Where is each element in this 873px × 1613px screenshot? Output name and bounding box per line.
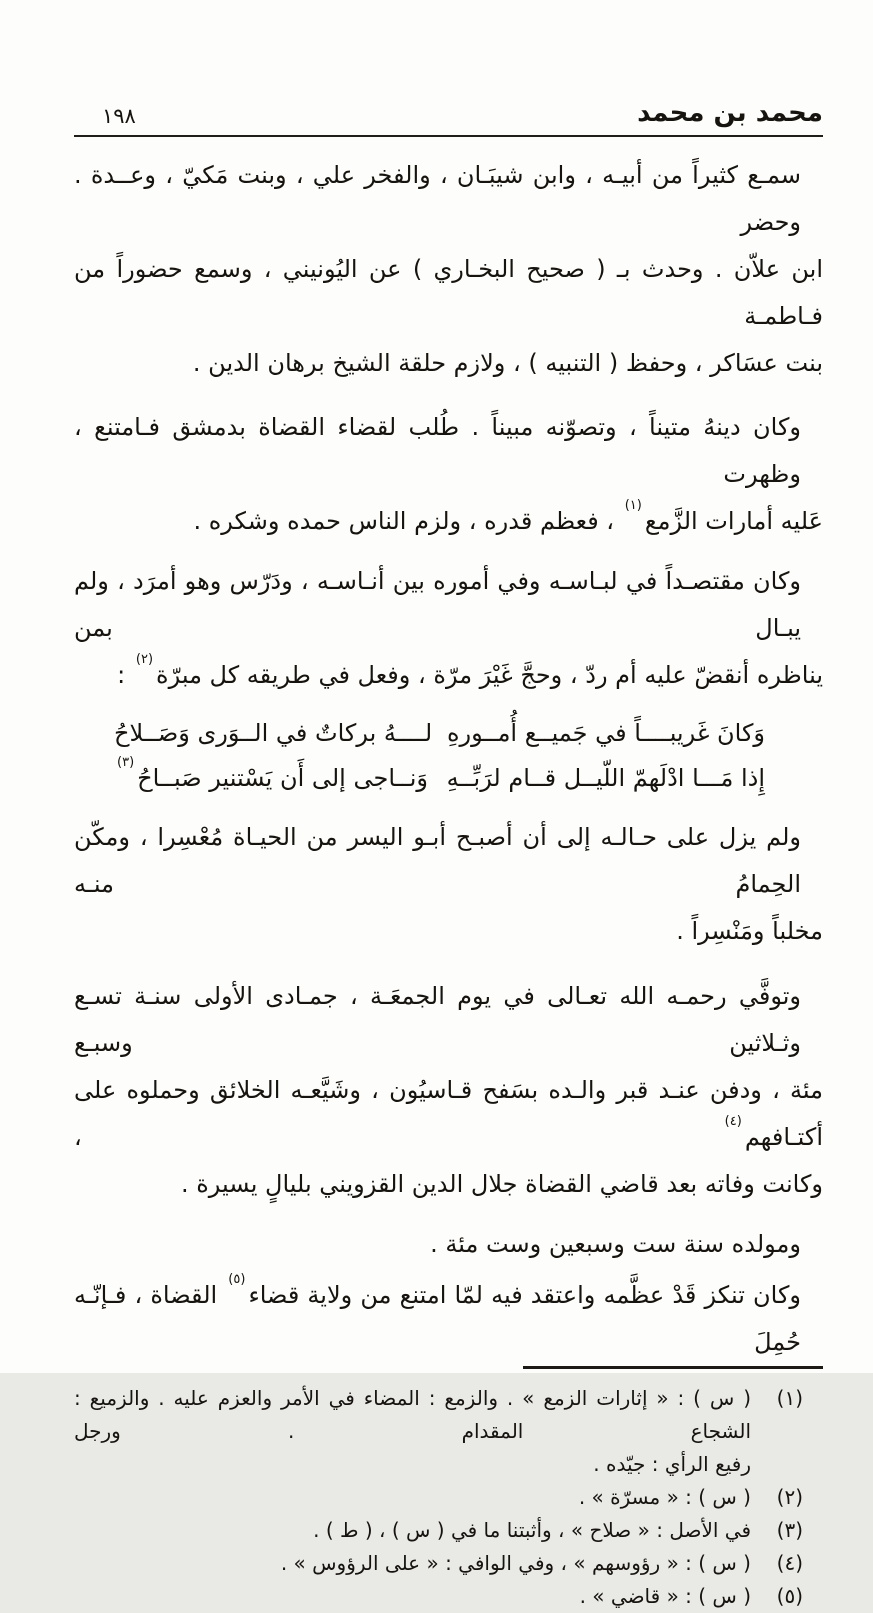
text-segment: القضاة ، فـإنّـه حُمِلَ bbox=[74, 1281, 801, 1356]
footnote-number: (٥) bbox=[776, 1584, 803, 1608]
footnote-line: رفيع الرأي : جيّده . bbox=[593, 1452, 751, 1476]
footnote-text: ( س ) : « رؤوسهم » ، وفي الوافي : « على الرؤوس » . bbox=[280, 1551, 751, 1575]
paragraph bbox=[74, 404, 823, 545]
footnote-marker: (٤) bbox=[724, 1114, 742, 1129]
footnote bbox=[74, 1481, 803, 1514]
text-segment: وكان تنكز قَدْ عظَّمه واعتقد فيه لمّا امتنع من ولاية قضاء bbox=[248, 1281, 801, 1309]
text-segment: ، فعظم قدره ، ولزم الناس حمده وشكره . bbox=[193, 507, 622, 535]
paragraph bbox=[74, 1221, 823, 1268]
hemistich-right: إِذا مَـــا ادْلَهمّ اللّيــل قــام لرَبِّــهِ bbox=[446, 764, 765, 792]
text-line bbox=[74, 498, 823, 545]
running-head-title: محمد بن محمد bbox=[637, 98, 823, 128]
text-line: ولم يزل على حـالـه إلى أن أصبـح أبـو اليسر من الحيـاة مُعْسِرا ، ومكّن الحِمامُ منـه bbox=[74, 823, 801, 898]
text-line bbox=[74, 1067, 823, 1161]
text-segment: : bbox=[117, 661, 133, 689]
footnote-text: ( س ) : « قاضي » . bbox=[579, 1584, 751, 1608]
paragraph bbox=[74, 814, 823, 955]
footnote bbox=[74, 1382, 803, 1481]
text-segment: مئة ، ودفن عنـد قبر والـده بسَفح قـاسيُون ، وشَيَّعـه الخلائق وحملوه على أكتـافهم bbox=[74, 1076, 823, 1151]
hemistich-right: وَكانَ غَريبــــاً في جَميــع أُمــورهِ bbox=[446, 719, 765, 747]
text-line: وتوفَّي رحمـه الله تعـالى في يوم الجمعَـة ، جمـادى الأولى سنـة تسـع وثـلاثين وسبـع bbox=[74, 982, 801, 1057]
page-number: ١٩٨ bbox=[102, 104, 136, 128]
footnote-text: ( س ) : « مسرّة » . bbox=[578, 1485, 751, 1509]
footnote-marker: (٢) bbox=[135, 652, 154, 667]
paragraph bbox=[74, 973, 823, 1208]
footnote-text: في الأصل : « صلاح » ، وأثبتنا ما في ( س ) ، ( ط ) . bbox=[313, 1518, 751, 1542]
poetry-verse bbox=[74, 711, 823, 756]
text-line: مخلباً ومَنْسِراً . bbox=[676, 917, 823, 945]
text-segment: يناظره أنقضّ عليه أم ردّ ، وحجَّ غَيْرَ مرّة ، وفعل في طريقه كل مبرّة bbox=[156, 661, 823, 689]
text-segment: ، bbox=[74, 1123, 722, 1151]
text-line: بنت عسَاكر ، وحفظ ( التنبيه ) ، ولازم حلقة الشيخ برهان الدين . bbox=[192, 349, 823, 377]
body-text bbox=[74, 152, 823, 1366]
poetry-block bbox=[74, 711, 823, 801]
footnote bbox=[74, 1547, 803, 1580]
text-line: سمـع كثيراً من أبيـه ، وابن شيبَـان ، والفخر علي ، وبنت مَكيّ ، وعــدة . وحضر bbox=[74, 161, 801, 236]
text-line: وكان دينهُ متيناً ، وتصوّنه مبيناً . طُلب لقضاء القضاة بدمشق فـامتنع ، وظهرت bbox=[74, 413, 801, 488]
text-line: وكانت وفاته بعد قاضي القضاة جلال الدين القزويني بليالٍ يسيرة . bbox=[180, 1170, 823, 1198]
text-line: وكان مقتصـداً في لبـاسـه وفي أموره بين أنـاسـه ، ودَرّس وهو أمرَد ، ولم يبـال بمن bbox=[74, 567, 801, 642]
poetry-verse bbox=[74, 756, 823, 801]
text-line: ابن علاّن . وحدث بـ ( صحيح البخـاري ) عن اليُونيني ، وسمع حضوراً من فـاطمـة bbox=[74, 255, 823, 330]
header-rule bbox=[74, 135, 823, 137]
hemistich-left bbox=[114, 756, 428, 801]
footnote-text bbox=[74, 1382, 751, 1481]
text-line bbox=[74, 1272, 823, 1366]
text-segment: وَنــاجى إلى أَن يَسْتنير صَبــاحُ bbox=[137, 764, 428, 792]
footnote-number: (٤) bbox=[776, 1551, 803, 1575]
text-line: ومولده سنة ست وسبعين وست مئة . bbox=[430, 1230, 801, 1258]
footnote-number: (٢) bbox=[776, 1485, 803, 1509]
footnote bbox=[74, 1580, 803, 1613]
text-segment: عَليه أمارات الزَّمع bbox=[644, 507, 823, 535]
paragraph bbox=[74, 152, 823, 387]
footnote-marker: (٣) bbox=[117, 755, 135, 770]
footnote-separator bbox=[523, 1366, 823, 1369]
text-line bbox=[74, 652, 823, 699]
footnotes-section bbox=[74, 1382, 823, 1613]
footnote-marker: (١) bbox=[624, 498, 642, 513]
paragraph bbox=[74, 558, 823, 699]
page-header bbox=[74, 0, 823, 128]
footnote-number: (٣) bbox=[776, 1518, 803, 1542]
footnote-number: (١) bbox=[776, 1386, 803, 1410]
footnote bbox=[74, 1514, 803, 1547]
footnote-marker: (٥) bbox=[228, 1272, 246, 1287]
footnote-line: ( س ) : « إثارات الزمع » . والزمع : المضاء في الأمر والعزم عليه . والزميع : الشجاع المقدام . ورجل bbox=[74, 1386, 751, 1443]
hemistich-left: لــــهُ بركاتٌ في الــوَرى وَصَــلاحُ bbox=[114, 719, 433, 747]
paragraph bbox=[74, 1272, 823, 1366]
